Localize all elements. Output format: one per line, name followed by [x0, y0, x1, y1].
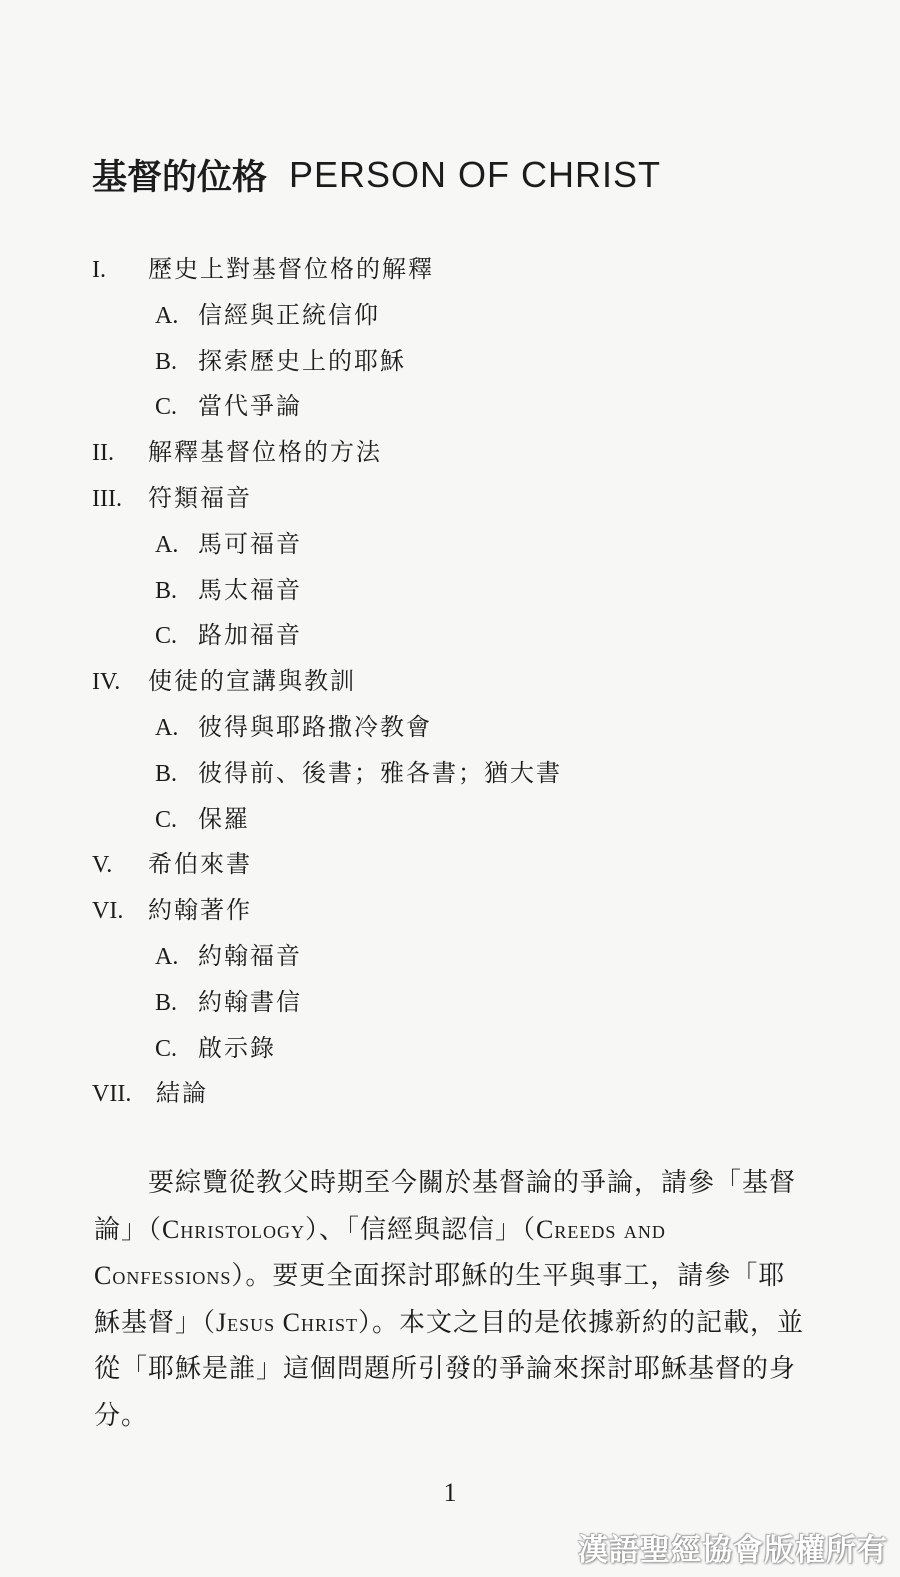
outline-subsection: [155, 389, 302, 423]
body-text: ）。本文之目的是依據新約的記載，並從「耶穌是誰」這個問題所引發的爭論來探討耶穌基督的身分。: [94, 1307, 805, 1431]
title-english: PERSON OF CHRIST: [289, 154, 662, 195]
outline-label: 馬可福音: [198, 529, 302, 558]
body-text: ）、「信經與認信」（: [305, 1214, 537, 1245]
outline-section: [92, 664, 356, 698]
outline-marker: VII.: [92, 1081, 132, 1108]
outline-marker: A.: [155, 715, 179, 741]
outline-marker: III.: [92, 486, 122, 512]
outline-marker: B.: [155, 760, 178, 787]
outline-marker: B.: [155, 989, 178, 1016]
body-text: ）。要更全面探討耶穌的生平與事工，請參「耶穌基督」（: [94, 1261, 786, 1338]
outline-marker: C.: [155, 806, 178, 833]
english-term: Christology: [162, 1214, 306, 1244]
outline-subsection: [155, 985, 302, 1019]
outline-section: [92, 252, 434, 286]
outline-marker: VI.: [92, 898, 124, 925]
outline-marker: V.: [92, 852, 113, 879]
outline-section: [92, 435, 382, 469]
outline-section: [92, 847, 252, 881]
outline-subsection: [155, 939, 302, 973]
outline-marker: B.: [155, 577, 178, 604]
outline-subsection: [155, 618, 302, 652]
english-term: Creeds and Confessions: [94, 1214, 666, 1290]
outline-section: [92, 893, 252, 927]
outline-subsection: [155, 298, 380, 332]
outline-subsection: [155, 527, 302, 561]
outline-label: 探索歷史上的耶穌: [198, 346, 406, 375]
outline-marker: C.: [155, 1035, 178, 1062]
body-text: 要綜覽從教父時期至今關於基督論的爭論，請參「基督論」（: [94, 1168, 797, 1245]
outline-marker: A.: [155, 944, 179, 970]
outline-label: 使徒的宣講與教訓: [148, 667, 356, 696]
outline-label: 歷史上對基督位格的解釋: [148, 255, 434, 283]
outline-label: 約翰福音: [198, 942, 302, 970]
outline-marker: B.: [155, 348, 178, 375]
outline-label: 馬太福音: [198, 575, 302, 604]
outline-label: 路加福音: [198, 621, 302, 650]
outline-label: 彼得與耶路撒冷教會: [198, 713, 432, 741]
outline-label: 約翰書信: [198, 987, 302, 1016]
outline-subsection: [155, 756, 562, 790]
outline-section: [92, 1076, 208, 1110]
outline-label: 保羅: [198, 804, 250, 833]
outline-label: 信經與正統信仰: [198, 300, 380, 329]
outline-marker: I.: [92, 257, 106, 283]
page-number: 1: [443, 1478, 457, 1507]
outline-subsection: [155, 344, 406, 378]
outline-subsection: [155, 573, 302, 607]
outline-subsection: [155, 802, 250, 836]
outline-label: 彼得前、後書；雅各書；猶大書: [198, 758, 562, 787]
outline-marker: II.: [92, 440, 114, 467]
english-term: Jesus Christ: [216, 1307, 358, 1337]
outline-label: 解釋基督位格的方法: [148, 438, 382, 467]
outline-label: 希伯來書: [148, 850, 252, 879]
outline-marker: C.: [155, 394, 178, 421]
outline-label: 結論: [156, 1079, 208, 1108]
title-chinese: 基督的位格: [92, 158, 268, 198]
body-paragraph: [94, 1160, 806, 1439]
outline-marker: A.: [155, 531, 179, 558]
page-title: [92, 150, 661, 200]
outline-label: 啟示錄: [198, 1033, 276, 1062]
outline-subsection: [155, 1031, 276, 1065]
outline-subsection: [155, 710, 432, 744]
outline-label: 當代爭論: [198, 392, 302, 421]
copyright-watermark: 漢語聖經協會版權所有: [578, 1533, 888, 1568]
outline-marker: IV.: [92, 669, 121, 696]
outline-section: [92, 481, 252, 515]
outline-label: 符類福音: [148, 484, 252, 512]
outline-label: 約翰著作: [148, 896, 252, 925]
outline-marker: A.: [155, 302, 179, 329]
outline-marker: C.: [155, 623, 178, 650]
